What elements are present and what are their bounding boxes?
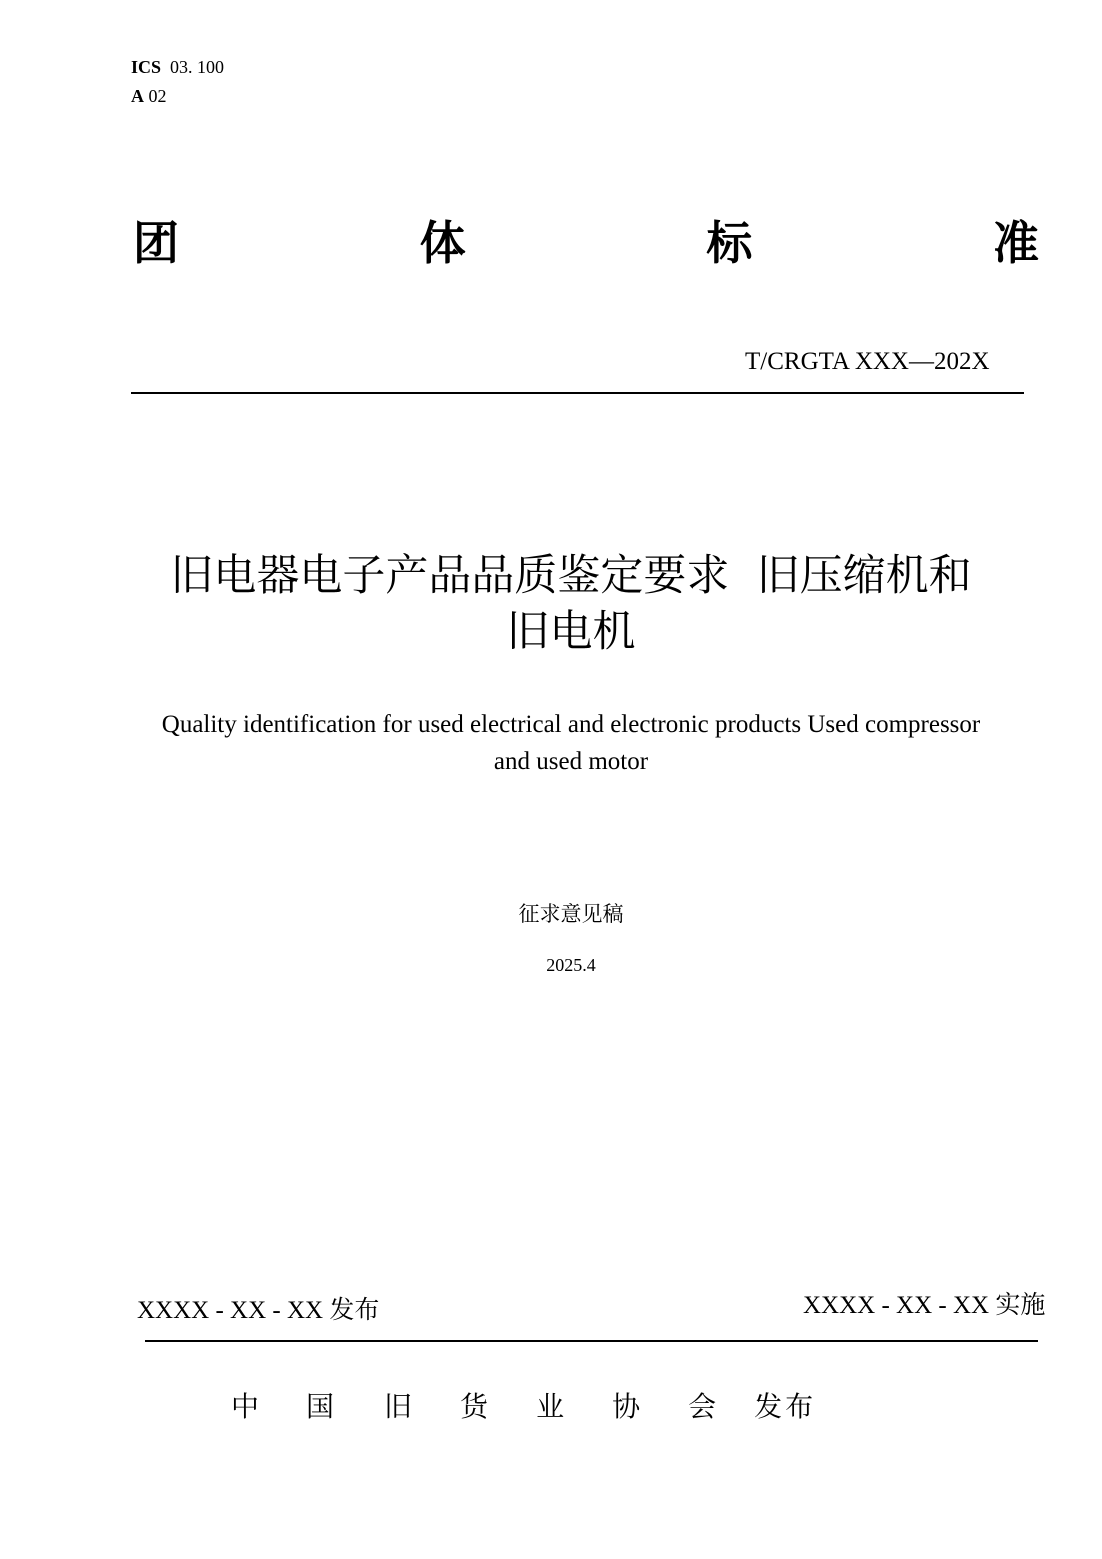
- title-en-line1: Quality identification for used electrical and electronic products Used compressor: [161, 711, 981, 738]
- title-cn-line1: 旧电器电子产品品质鉴定要求 旧压缩机和: [170, 551, 972, 601]
- issuer-char: 会: [688, 1390, 717, 1423]
- top-divider: [131, 392, 1024, 394]
- document-type-header: [133, 210, 1039, 270]
- issuer: [231, 1385, 813, 1425]
- classification-code: [131, 86, 167, 107]
- header-char: 准: [992, 216, 1039, 270]
- ics-value: 03. 100: [170, 57, 225, 77]
- header-char: 体: [419, 216, 466, 270]
- title-cn-line2: 旧电机: [506, 607, 636, 657]
- issuer-char: 发: [754, 1390, 783, 1423]
- issuer-char: 货: [460, 1390, 489, 1423]
- bottom-divider: [145, 1340, 1038, 1342]
- class-label: A: [131, 86, 144, 106]
- issuer-char: 中: [231, 1390, 260, 1423]
- title-english: [120, 706, 1022, 780]
- ics-code: [131, 57, 224, 78]
- draft-status: 征求意见稿: [518, 902, 624, 926]
- class-value: 02: [148, 86, 167, 106]
- issuer-char: 布: [785, 1390, 814, 1423]
- issuer-char: 国: [306, 1390, 335, 1423]
- header-char: 标: [706, 216, 753, 270]
- draft-date: 2025.4: [546, 955, 596, 975]
- issuer-char: 旧: [384, 1390, 413, 1423]
- header-char: 团: [133, 216, 179, 270]
- issuer-char: 协: [612, 1390, 641, 1423]
- issuer-char: 业: [536, 1390, 565, 1423]
- title-chinese: [100, 548, 1042, 660]
- publish-date: XXXX - XX - XX 发布: [137, 1297, 380, 1324]
- standard-number: T/CRGTA XXX—202X: [745, 348, 990, 375]
- ics-label: ICS: [131, 57, 162, 77]
- title-en-line2: and used motor: [493, 748, 649, 775]
- implement-date: XXXX - XX - XX 实施: [803, 1292, 1046, 1319]
